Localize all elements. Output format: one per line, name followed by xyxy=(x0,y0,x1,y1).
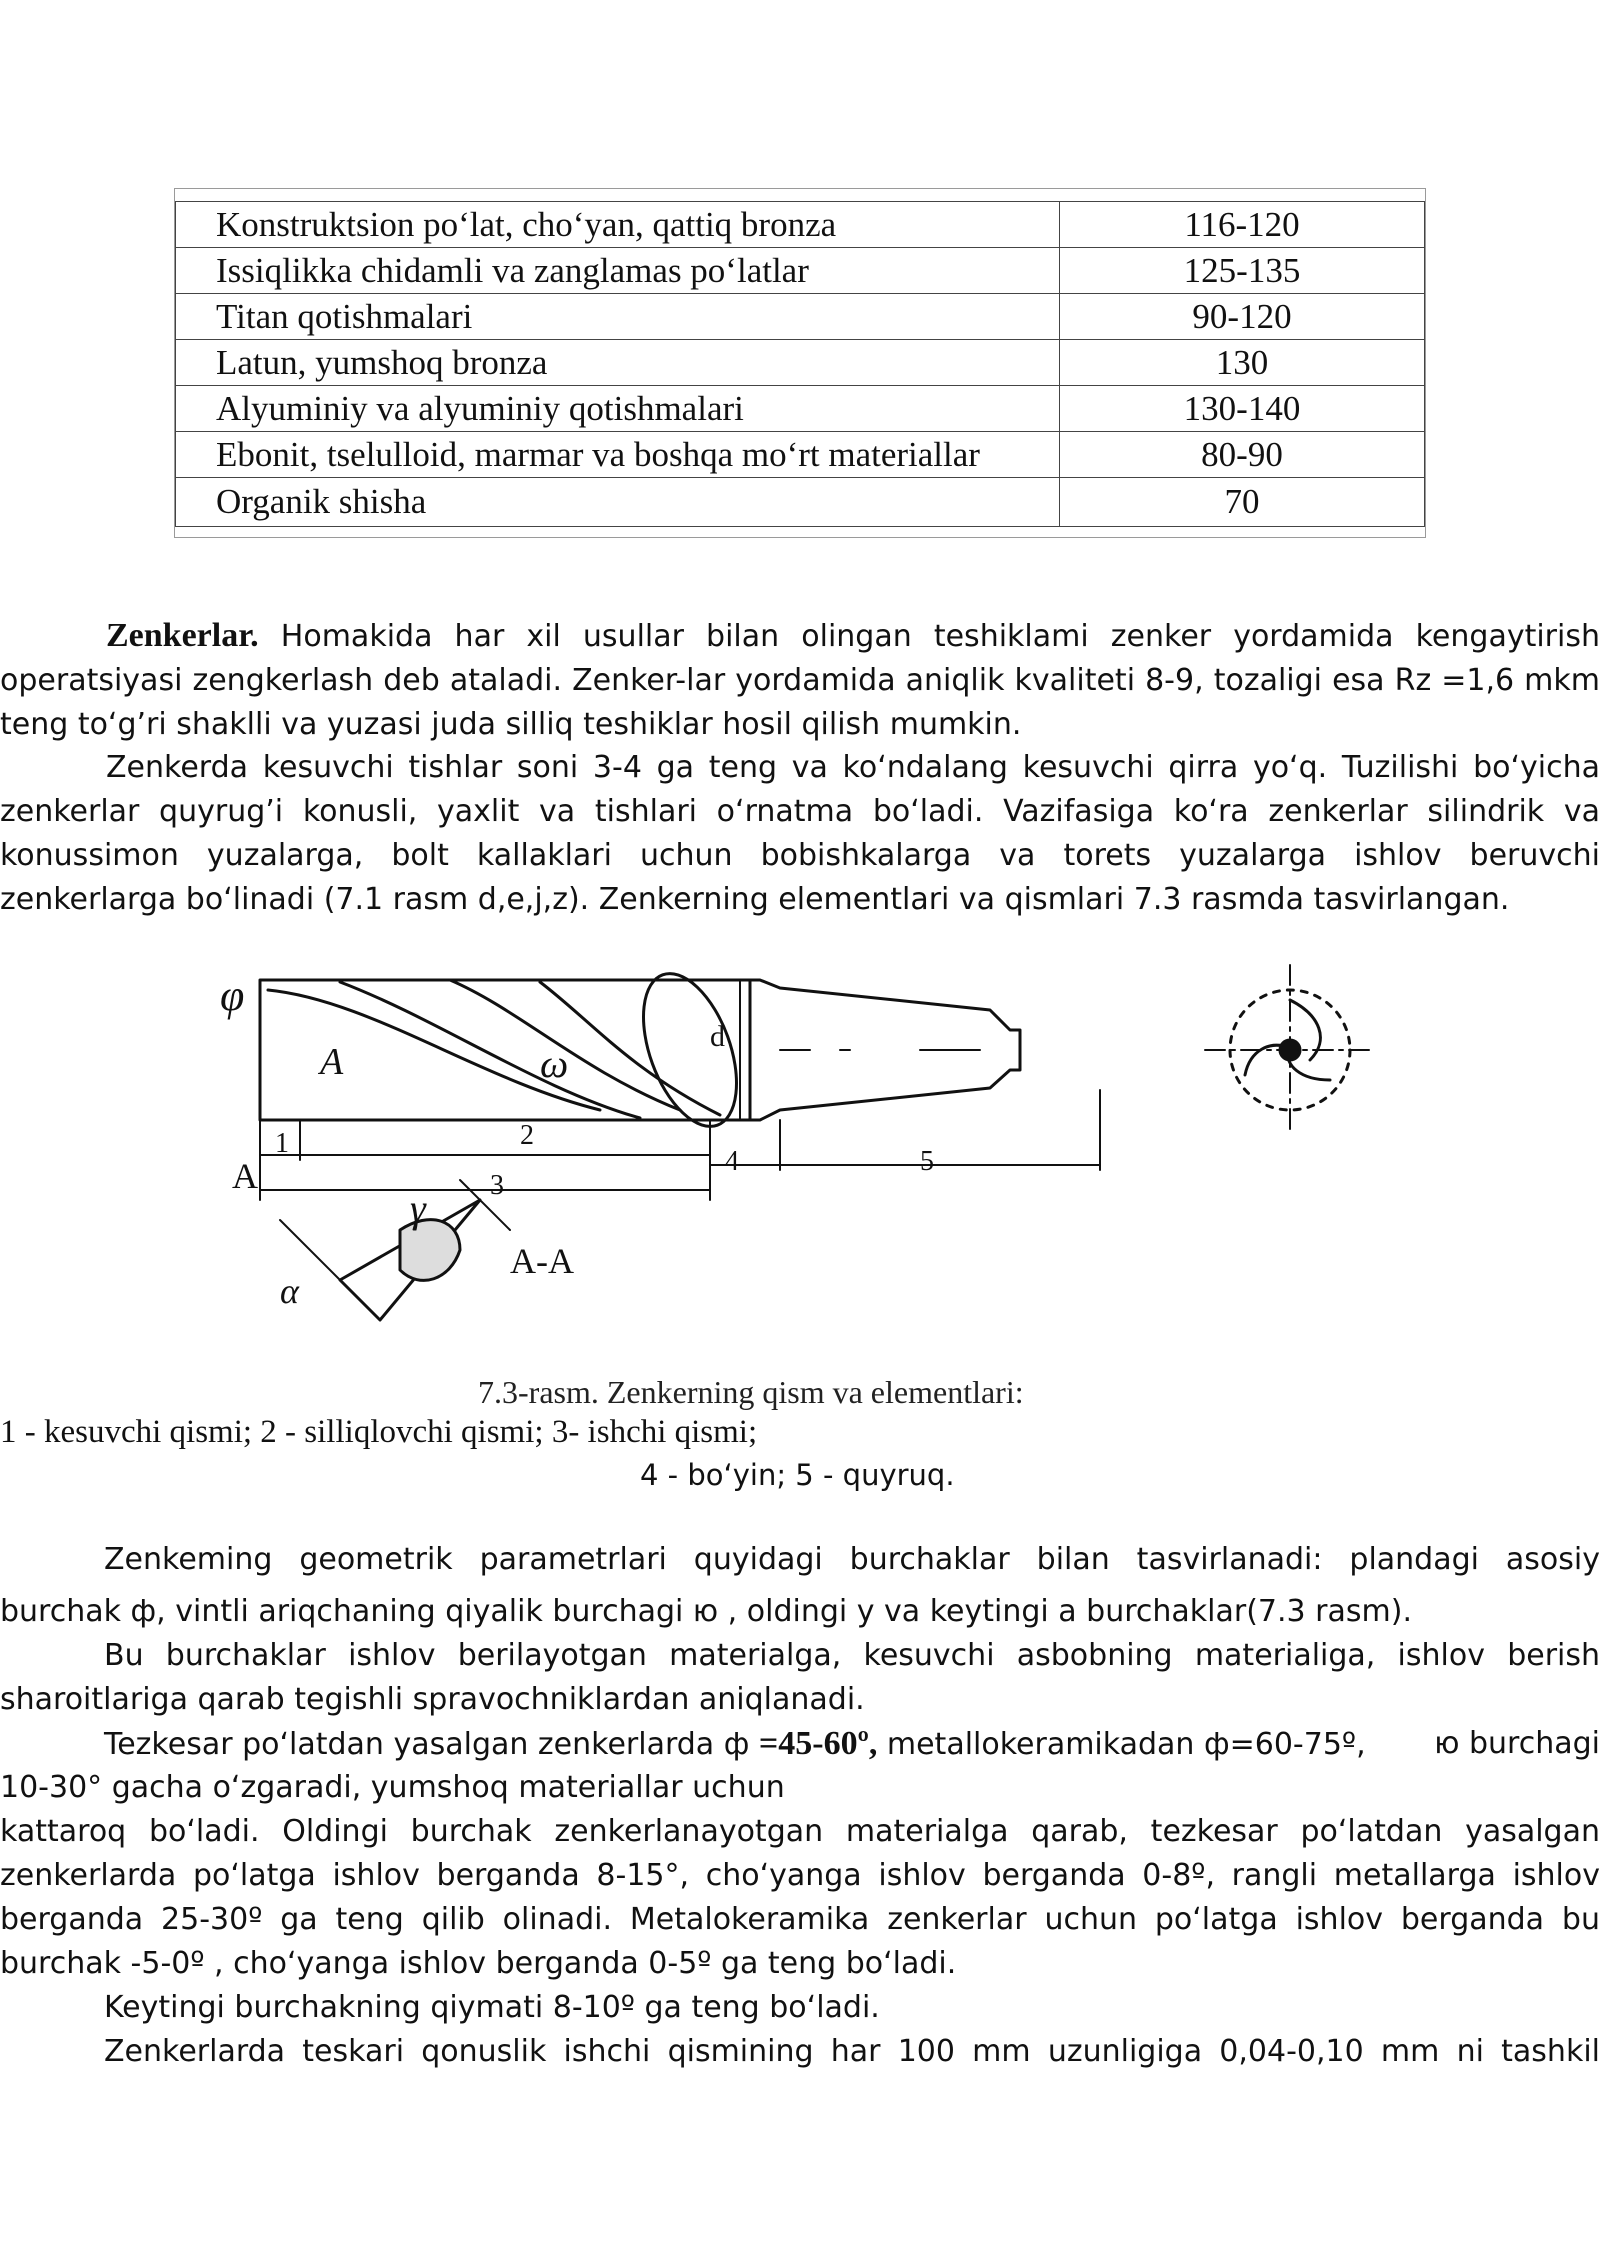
material-cell: Issiqlikka chidamli va zanglamas po‘latlar xyxy=(176,248,1060,294)
paragraph-text: metallokeramikadan ф=60-75º, xyxy=(877,1727,1366,1762)
figure-caption: 7.3-rasm. Zenkerning qism va elementlari: xyxy=(478,1374,1024,1410)
value-cell: 130-140 xyxy=(1060,386,1425,432)
part-1-label: 1 xyxy=(275,1128,289,1159)
paragraph-geometry-line1 xyxy=(0,1538,1600,1582)
phi-label: φ xyxy=(220,971,245,1020)
paragraph-clearance-angle xyxy=(0,1986,1600,2030)
paragraph-hss-line2 xyxy=(0,1766,1600,1810)
paragraph-zenkerlar xyxy=(0,614,1600,747)
paragraph-text: 10-30° gacha o‘zgaradi, yumshoq materiallar uchun xyxy=(0,1770,785,1805)
materials-table xyxy=(175,201,1425,527)
table-row xyxy=(176,432,1425,478)
paragraph-text: Tezkesar po‘latdan yasalgan zenkerlarda ф xyxy=(104,1727,759,1762)
paragraph-text: kattaroq bo‘ladi. Oldingi burchak zenkerlanayotgan materialga qarab, tezkesar po‘latdan yasalgan zenkerlarda po‘latga ishlov berganda 8-15°, cho‘yanga ishlov berganda 0-8º, rangli metallarga ishlov berganda 25-30º ga teng qilib olinadi. Metalokeramika zenkerlar uchun po‘latga ishlov berganda bu burchak -5-0º , cho‘yanga ishlov berganda 0-5º ga teng bo‘ladi. xyxy=(0,1814,1600,1981)
a-label-lower: A xyxy=(232,1156,258,1196)
paragraph-hss-line1 xyxy=(0,1722,1600,1767)
paragraph-text: Keytingi burchakning qiymati 8-10º ga teng bo‘ladi. xyxy=(104,1990,880,2025)
part-2-label: 2 xyxy=(520,1120,534,1151)
paragraph-text: ю burchagi xyxy=(1434,1726,1600,1761)
table-row xyxy=(176,478,1425,527)
material-cell: Konstruktsion po‘lat, cho‘yan, qattiq bronza xyxy=(176,202,1060,248)
a-label-upper: A xyxy=(320,1041,344,1083)
paragraph-text: Zenkeming geometrik parametrlari quyidagi burchaklar bilan tasvirlanadi: plandagi asosiy xyxy=(104,1542,1600,1577)
section-heading: Zenkerlar. xyxy=(106,617,259,654)
value-cell: 125-135 xyxy=(1060,248,1425,294)
material-cell: Ebonit, tselulloid, marmar va boshqa mo‘rt materiallar xyxy=(176,432,1060,478)
section-label: A-A xyxy=(510,1241,574,1281)
material-cell: Organik shisha xyxy=(176,478,1060,527)
alpha-label: α xyxy=(280,1271,299,1311)
angle-value-bold: =45-60º, xyxy=(758,1725,878,1762)
material-cell: Latun, yumshoq bronza xyxy=(176,340,1060,386)
part-4-label: 4 xyxy=(725,1146,739,1177)
paragraph-back-taper xyxy=(0,2030,1600,2074)
table-row xyxy=(176,340,1425,386)
figure-legend-line1: 1 - kesuvchi qismi; 2 - silliqlovchi qismi; 3- ishchi qismi; xyxy=(0,1414,758,1450)
paragraph-text: Zenkerlarda teskari qonuslik ishchi qismining har 100 mm uzunligiga 0,04-0,10 mm ni tashkil xyxy=(104,2034,1600,2069)
materials-table-frame xyxy=(174,188,1426,538)
value-cell: 130 xyxy=(1060,340,1425,386)
countersink-figure xyxy=(220,960,1400,1330)
value-cell: 90-120 xyxy=(1060,294,1425,340)
material-cell: Titan qotishmalari xyxy=(176,294,1060,340)
part-3-label: 3 xyxy=(490,1170,504,1201)
table-row xyxy=(176,202,1425,248)
paragraph-geometry-line2 xyxy=(0,1590,1600,1634)
table-row xyxy=(176,294,1425,340)
value-cell: 116-120 xyxy=(1060,202,1425,248)
paragraph-text: Zenkerda kesuvchi tishlar soni 3-4 ga teng va ko‘ndalang kesuvchi qirra yo‘q. Tuzilishi bo‘yicha zenkerlar quyrug’i konusli, yaxlit va tishlari o‘rnatma bo‘ladi. Vazifasiga ko‘ra zenkerlar silindrik va konussimon yuzalarga, bolt kallaklari uchun bobishkalarga va torets yuzalarga ishlov beruvchi zenkerlarga bo‘linadi (7.1 rasm d,e,j,z). Zenkerning elementlari va qismlari 7.3 rasmda tasvirlangan. xyxy=(0,750,1600,917)
figure-legend-line2: 4 - bo‘yin; 5 - quyruq. xyxy=(640,1458,955,1492)
table-row xyxy=(176,386,1425,432)
paragraph-teeth xyxy=(0,746,1600,922)
paragraph-text: Homakida har xil usullar bilan olingan teshiklami zenker yordamida kengaytirish operatsiyasi zengkerlash deb ataladi. Zenker-lar yordamida aniqlik kvaliteti 8-9, tozaligi esa Rz =1,6 mkm teng to‘g’ri shaklli va yuzasi juda silliq teshiklar hosil qilish mumkin. xyxy=(0,619,1600,742)
part-5-label: 5 xyxy=(920,1146,934,1177)
value-cell: 70 xyxy=(1060,478,1425,527)
table-row xyxy=(176,248,1425,294)
value-cell: 80-90 xyxy=(1060,432,1425,478)
paragraph-angles xyxy=(0,1634,1600,1722)
omega-label: ω xyxy=(540,1041,569,1086)
paragraph-rake-angle xyxy=(0,1810,1600,1986)
gamma-label: γ xyxy=(410,1186,426,1231)
paragraph-text: Bu burchaklar ishlov berilayotgan materialga, kesuvchi asbobning materialiga, ishlov berish sharoitlariga qarab tegishli spravochniklardan aniqlanadi. xyxy=(0,1638,1600,1717)
d-label-main: d xyxy=(710,1020,725,1053)
paragraph-text: burchak ф, vintli ariqchaning qiyalik burchagi ю , oldingi у va keytingi a burchaklar(7.3 rasm). xyxy=(0,1594,1412,1629)
material-cell: Alyuminiy va alyuminiy qotishmalari xyxy=(176,386,1060,432)
